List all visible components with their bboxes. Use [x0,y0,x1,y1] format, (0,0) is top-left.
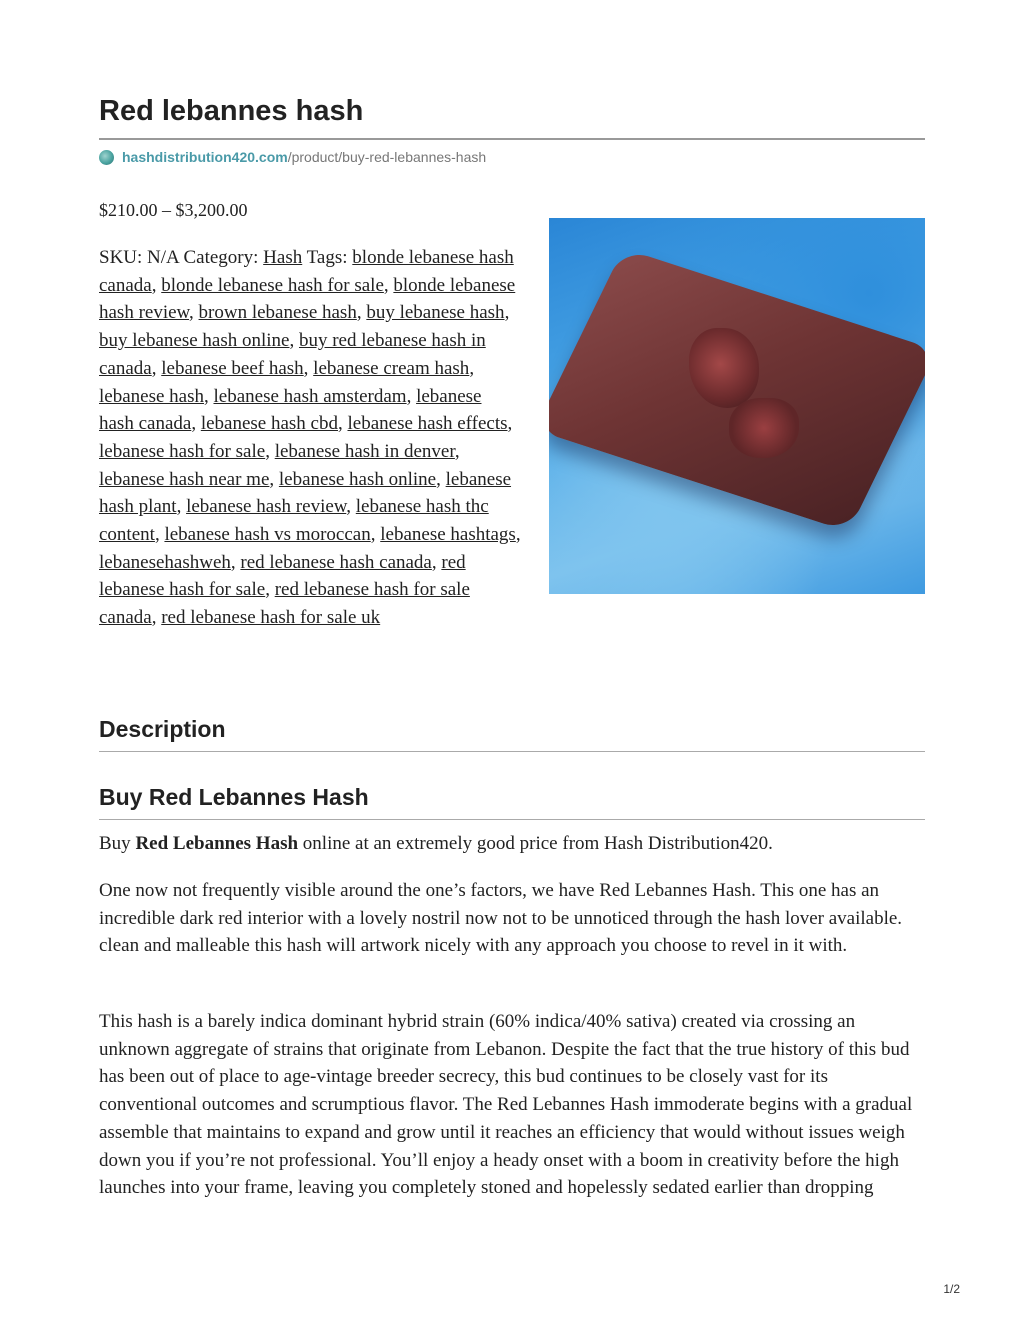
tag-link[interactable]: lebanese hash in denver [274,440,455,462]
intro-product-name: Red Lebannes Hash [135,833,299,854]
tag-list: blonde lebanese hash canada, blonde lebanese hash for sale, blonde lebanese hash review, brown lebanese hash, buy lebanese hash, buy lebanese hash online, buy red lebanese hash in canada, lebanese beef hash, lebanese cream hash, lebanese hash, lebanese hash amsterdam, lebanese hash canada, lebanese hash cbd, lebanese hash effects, lebanese hash for sale, lebanese hash in denver, lebanese hash near me, lebanese hash online, lebanese hash plant, lebanese hash review, lebanese hash thc content, lebanese hash vs moroccan, lebanese hashtags, lebanesehashweh, red lebanese hash canada, red lebanese hash for sale, red lebanese hash for sale canada, red lebanese hash for sale uk [99,247,521,629]
page-number: 1/2 [943,1282,960,1296]
tag-link[interactable]: lebanese hash cbd [200,413,338,435]
description-heading: Description [99,716,226,742]
tag-link[interactable]: lebanese hash effects [347,413,508,435]
category-link[interactable]: Hash [263,247,303,268]
title-divider [99,138,925,140]
source-domain[interactable]: hashdistribution420.com [122,149,288,165]
tag-link[interactable]: buy red lebanese hash in canada [99,330,486,379]
description-divider [99,751,925,752]
category-label: Category: [183,247,259,268]
product-image [549,218,925,594]
source-path[interactable]: /product/buy-red-lebannes-hash [287,149,487,165]
product-meta [99,244,925,632]
tag-link[interactable]: lebanese hashtags [380,524,516,546]
intro-paragraph [99,830,925,858]
tag-link[interactable]: lebanese hash [99,385,204,407]
tag-link[interactable]: lebanese hash plant [99,468,512,518]
tag-link[interactable]: lebanese hash vs moroccan [164,524,371,546]
tags-label: Tags: [306,247,348,268]
tag-link[interactable]: lebanese hash canada [99,385,482,435]
tag-link[interactable]: blonde lebanese hash for sale [161,274,384,296]
sku-value: N/A [147,247,179,268]
tag-link[interactable]: lebanese hash amsterdam [213,385,407,407]
tag-link[interactable]: lebanese cream hash [313,357,470,379]
tag-link[interactable]: buy lebanese hash [366,302,505,324]
tag-link[interactable]: lebanese hash for sale [99,440,266,462]
body-paragraph: This hash is a barely indica dominant hybrid strain (60% indica/40% sativa) created via crossing an unknown aggregate of strains that originate from Lebanon. Despite the fact that the true history of this bud has been out of place to age-vintage breeder secrecy, this bud continues to be closely vast for its conventional outcomes and scrumptious flavor. The Red Lebannes Hash immoderate begins with a gradual assemble that maintains to expand and grow until it reaches an efficiency that would without issues weigh down you if you’re not professional. You’ll enjoy a heady onset with a boom in creativity before the high launches into your frame, leaving you completely stoned and hopelessly sedated earlier than dropping [99,1011,913,1199]
intro-suffix: online at an extremely good price from Hash Distribution420. [298,833,773,854]
tag-link[interactable]: lebanese beef hash [161,357,304,379]
body-paragraph: One now not frequently visible around the one’s factors, we have Red Lebannes Hash. This one has an incredible dark red interior with a lovely nostril now not to be unnoticed through the hash lover available. clean and malleable this hash will artwork nicely with any approach you choose to revel in it with. [99,880,903,957]
site-favicon-icon [99,150,114,165]
tag-link[interactable]: lebanese hash near me [99,468,270,490]
tag-link[interactable]: blonde lebanese hash canada [99,247,514,296]
tag-link[interactable]: lebanese hash online [278,468,437,490]
hash-chunk-shape [729,398,799,458]
source-url[interactable] [99,148,486,166]
tag-link[interactable]: lebanesehashweh [99,551,231,573]
intro-prefix: Buy [99,833,136,854]
tag-link[interactable]: red lebanese hash canada [240,551,432,573]
tag-link[interactable]: buy lebanese hash online [99,330,290,352]
price-range: $210.00 – $3,200.00 [99,200,248,220]
tag-link[interactable]: lebanese hash review [186,496,347,518]
tag-link[interactable]: red lebanese hash for sale [99,551,466,601]
tag-link[interactable]: lebanese hash thc content [99,496,489,546]
tag-link[interactable]: red lebanese hash for sale canada [99,579,470,629]
tag-link[interactable]: blonde lebanese hash review [99,274,516,324]
tag-link[interactable]: red lebanese hash for sale uk [161,607,381,629]
sku-label: SKU: [99,247,143,268]
page-title: Red lebannes hash [99,95,364,127]
product-divider [99,819,925,820]
product-heading: Buy Red Lebannes Hash [99,784,369,810]
tag-link[interactable]: brown lebanese hash [198,302,357,324]
